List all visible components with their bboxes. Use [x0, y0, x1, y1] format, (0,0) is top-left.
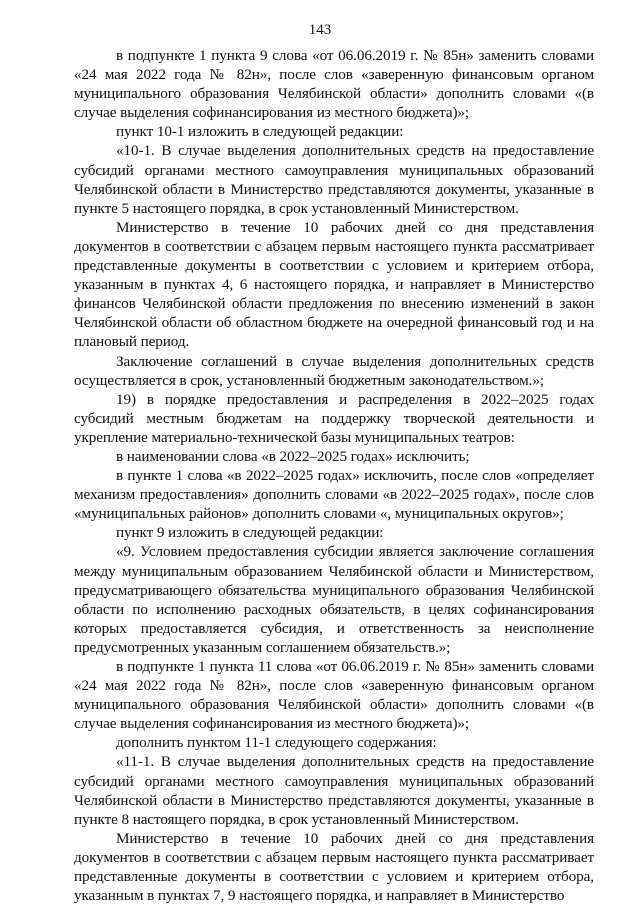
page-number: 143	[308, 22, 332, 38]
paragraph-14: Министерство в течение 10 рабочих дней со дня представления документов в соответствии с абзацем первым настоящего пункта рассматривает представленные документы в соответствии с условием и критерием отбора, указанным в пунктах 7, 9 настоящего порядка, и направляет в Министерство	[74, 829, 594, 905]
paragraph-11: в подпункте 1 пункта 11 слова «от 06.06.2019 г. № 85н» заменить словами «24 мая 2022 года № 82н», после слов «заверенную финансовым органом муниципального образования Челябинской области» дополнить словами «(в случае выделения софинансирования из местного бюджета)»;	[74, 658, 594, 733]
paragraph-9: пункт 9 изложить в следующей редакции:	[116, 524, 384, 542]
paragraph-13: «11-1. В случае выделения дополнительных средств на предоставление субсидий органами местного самоуправления муниципальных образований Челябинской области в Министерство представляются документы, указанные в пункте 8 настоящего порядка, в срок установленный Министерством.	[74, 753, 594, 828]
paragraph-3: «10-1. В случае выделения дополнительных средств на предоставление субсидий органами местного самоуправления муниципальных образований Челябинской области в Министерство представляются документы, указанные в пункте 5 настоящего порядка, в срок установленный Министерством.	[74, 142, 594, 217]
paragraph-7: в наименовании слова «в 2022–2025 годах» исключить;	[116, 447, 470, 465]
paragraph-4: Министерство в течение 10 рабочих дней со дня представления документов в соответствии с абзацем первым настоящего пункта рассматривает представленные документы в соответствии с условием и критерием отбора, указанным в пунктах 4, 6 настоящего порядка, и направляет в Министерство финансов Челябинской области предложения по внесению изменений в закон Челябинской области об областном бюджете на очередной финансовый год и на плановый период.	[74, 218, 594, 351]
paragraph-6: 19) в порядке предоставления и распределения в 2022–2025 годах субсидий местным бюджетам на поддержку творческой деятельности и укрепление материально-технической базы муниципальных театров:	[74, 390, 594, 446]
paragraph-1: в подпункте 1 пункта 9 слова «от 06.06.2019 г. № 85н» заменить словами «24 мая 2022 года № 82н», после слов «заверенную финансовым органом муниципального образования Челябинской области» дополнить словами «(в случае выделения софинансирования из местного бюджета)»;	[74, 47, 594, 122]
paragraph-5: Заключение соглашений в случае выделения дополнительных средств осуществляется в срок, установленный бюджетным законодательством.»;	[74, 352, 594, 389]
document-body	[74, 46, 594, 905]
paragraph-10: «9. Условием предоставления субсидии является заключение соглашения между муниципальным образованием Челябинской области и Министерством, предусматривающего обязательства муниципального образования Челябинской области по исполнению расходных обязательств, в целях софинансирования которых предоставляется субсидия, и ответственность за неисполнение предусмотренных указанным соглашением обязательств.»;	[74, 543, 594, 656]
paragraph-8: в пункте 1 слова «в 2022–2025 годах» исключить, после слов «определяет механизм предоставления» дополнить словами «в 2022–2025 годах», после слов «муниципальных районов» дополнить словами «, муниципальных округов»;	[74, 467, 594, 523]
paragraph-12: дополнить пунктом 11-1 следующего содержания:	[116, 734, 437, 752]
paragraph-2: пункт 10-1 изложить в следующей редакции:	[116, 123, 404, 141]
